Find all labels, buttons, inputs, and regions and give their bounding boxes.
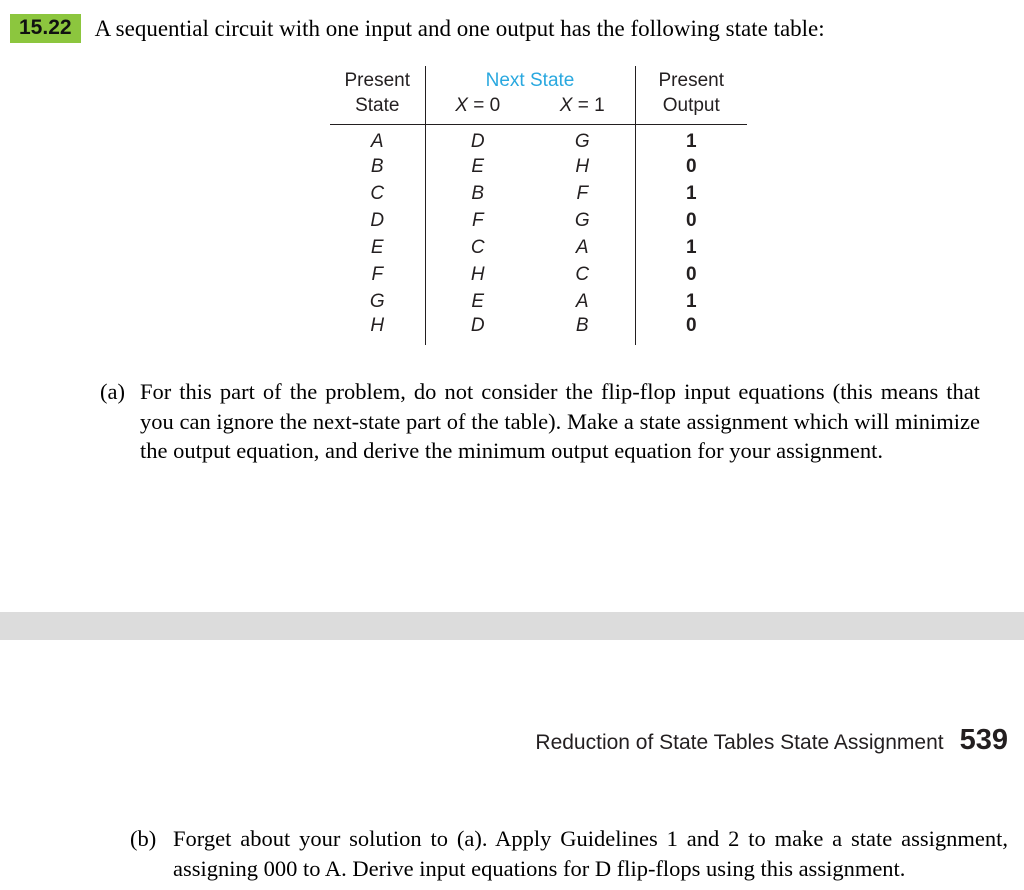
- present-output-cell: 0: [635, 261, 747, 288]
- col-header-state: State: [330, 94, 425, 125]
- state-table-row: [330, 207, 747, 234]
- next-state-x0-cell: E: [425, 153, 530, 180]
- next-state-x0-cell: C: [425, 234, 530, 261]
- next-state-x0-cell: D: [425, 315, 530, 345]
- state-table-row: [330, 261, 747, 288]
- state-table-header: [330, 66, 747, 125]
- next-state-x1-cell: H: [575, 155, 590, 177]
- page-number: 539: [959, 724, 1008, 756]
- state-table-row: [330, 153, 747, 180]
- present-output-cell: 0: [635, 153, 747, 180]
- part-b-section: [0, 788, 1024, 883]
- part-b-label: (b): [130, 826, 157, 851]
- next-state-x1-cell: B: [575, 315, 589, 336]
- next-state-x1-cell: G: [574, 131, 590, 152]
- present-output-cell: 1: [635, 180, 747, 207]
- part-a-label: (a): [100, 379, 125, 404]
- present-state-cell: B: [370, 155, 384, 177]
- next-state-x1-cell: A: [575, 290, 589, 312]
- present-state-cell: E: [370, 236, 384, 258]
- col-header-x0: [425, 94, 530, 125]
- next-state-x0-cell: H: [425, 261, 530, 288]
- col-header-present: Present: [344, 70, 410, 91]
- state-table: [330, 66, 747, 345]
- present-output-cell: 1: [635, 125, 747, 154]
- x0-equals: = 0: [473, 95, 501, 116]
- part-a-paragraph: [100, 377, 980, 466]
- col-header-present-output-1: Present: [635, 66, 747, 94]
- next-state-x1-cell: A: [575, 236, 589, 258]
- present-output-cell: 0: [635, 315, 747, 345]
- present-state-cell: D: [370, 209, 385, 231]
- problem-number-highlight: 15.22: [10, 14, 81, 43]
- x1-equals: = 1: [577, 95, 605, 116]
- problem-header: [0, 0, 1024, 44]
- present-output-cell: 1: [635, 288, 747, 315]
- part-b-text: Forget about your solution to (a). Apply Guidelines 1 and 2 to make a state assignment, assigning 000 to A. Derive input equations for D flip-flops using this assignment.: [173, 826, 1008, 881]
- present-state-cell: C: [370, 182, 385, 204]
- next-state-x1-cell: C: [575, 263, 590, 285]
- col-header-output: Output: [635, 94, 747, 125]
- state-table-row: [330, 234, 747, 261]
- part-b-paragraph: [130, 824, 1008, 883]
- next-state-x1-cell: G: [574, 209, 590, 231]
- present-state-cell: A: [370, 131, 384, 152]
- col-header-next-state: Next State: [425, 66, 635, 94]
- state-table-row: [330, 315, 747, 345]
- next-state-x0-cell: B: [425, 180, 530, 207]
- next-state-x1-cell: F: [576, 182, 589, 204]
- running-head: [535, 724, 1008, 757]
- present-output-cell: 1: [635, 234, 747, 261]
- state-table-row: [330, 125, 747, 154]
- present-state-cell: G: [369, 290, 385, 312]
- state-table-body: [330, 125, 747, 346]
- present-state-cell: F: [371, 263, 384, 285]
- state-table-row: [330, 180, 747, 207]
- x-variable: X: [559, 95, 573, 116]
- col-header-x1: [530, 94, 635, 125]
- present-output-cell: 0: [635, 207, 747, 234]
- x-variable: X: [455, 95, 468, 116]
- next-state-x0-cell: D: [425, 125, 530, 154]
- next-state-x0-cell: F: [425, 207, 530, 234]
- present-state-cell: H: [370, 315, 385, 336]
- running-head-title: Reduction of State Tables State Assignment: [535, 731, 944, 754]
- next-state-x0-cell: E: [425, 288, 530, 315]
- page-divider-band: [0, 612, 1024, 640]
- problem-intro-text: A sequential circuit with one input and one output has the following state table:: [94, 16, 825, 41]
- state-table-row: [330, 288, 747, 315]
- part-a-text: For this part of the problem, do not consider the flip-flop input equations (this means that you can ignore the next-state part of the table). Make a state assignment which will minimize the output equation, and derive the minimum output equation for your assignment.: [140, 379, 980, 463]
